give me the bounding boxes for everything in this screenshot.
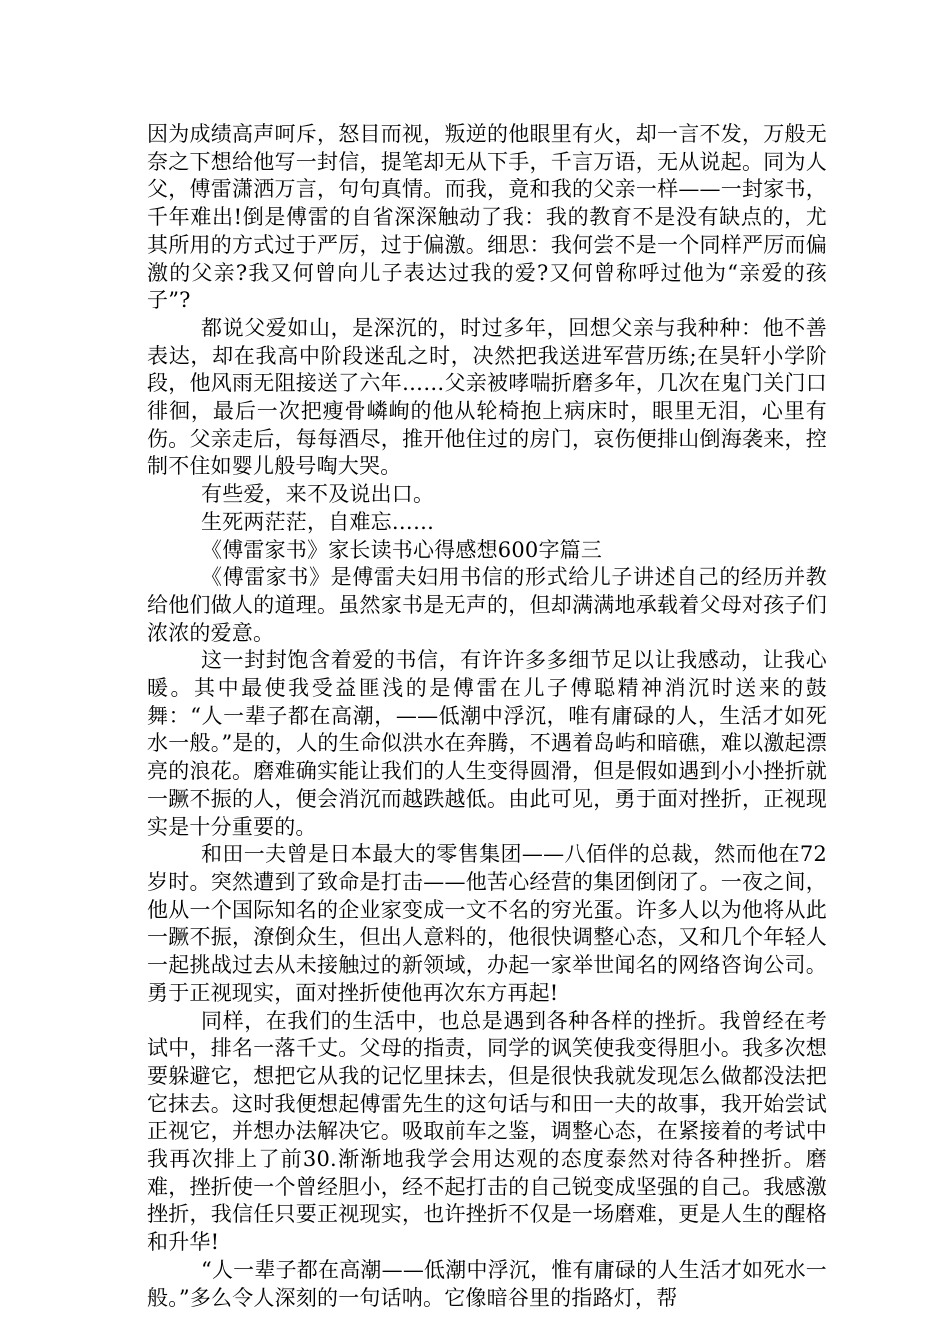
paragraph-6: 这一封封饱含着爱的书信，有许许多多细节足以让我感动，让我心暖。其中最使我受益匪浅的是傅雷在儿子傅聪精神消沉时送来的鼓舞：“人一辈子都在高潮，——低潮中浮沉，唯有庸碌的人，生活才如死水一般。”是的，人的生命似洪水在奔腾，不遇着岛屿和暗礁，难以激起漂亮的浪花。磨难确实能让我们的人生变得圆滑，但是假如遇到小小挫折就一蹶不振的人，便会消沉而越跌越低。由此可见，勇于面对挫折，正视现实是十分重要的。 xyxy=(147,648,827,839)
paragraph-8: 同样，在我们的生活中，也总是遇到各种各样的挫折。我曾经在考试中，排名一落千丈。父母的指责，同学的讽笑使我变得胆小。我多次想要躲避它，想把它从我的记忆里抹去，但是很快我就发现怎么做都没法把它抹去。这时我便想起傅雷先生的这句话与和田一夫的故事，我开始尝试正视它，并想办法解决它。吸取前车之鉴，调整心态，在紧接着的考试中我再次排上了前30.渐渐地我学会用达观的态度泰然对待各种挫折。磨难，挫折使一个曾经胆小，经不起打击的自己锐变成坚强的自己。我感激挫折，我信任只要正视现实，也许挫折不仅是一场磨难，更是人生的醒格和升华! xyxy=(147,1008,827,1255)
paragraph-1: 因为成绩高声呵斥，怒目而视，叛逆的他眼里有火，却一言不发，万般无奈之下想给他写一封信，提笔却无从下手，千言万语，无从说起。同为人父，傅雷潇洒万言，句句真情。而我，竟和我的父亲一样——一封家书，千年难出!倒是傅雷的自省深深触动了我：我的教育不是没有缺点的，尤其所用的方式过于严厉，过于偏激。细思：我何尝不是一个同样严厉而偏激的父亲?我又何曾向儿子表达过我的爱?又何曾称呼过他为“亲爱的孩子”? xyxy=(147,122,827,313)
section-heading: 《傅雷家书》家长读书心得感想600字篇三 xyxy=(201,537,603,562)
paragraph-9: “人一辈子都在高潮——低潮中浮沉，惟有庸碌的人生活才如死水一般。”多么令人深刻的一句话呐。它像暗谷里的指路灯，帮 xyxy=(147,1257,827,1310)
paragraph-5: 《傅雷家书》是傅雷夫妇用书信的形式给儿子讲述自己的经历并教给他们做人的道理。虽然家书是无声的，但却满满地承载着父母对孩子们浓浓的爱意。 xyxy=(147,565,827,645)
paragraph-2: 都说父爱如山，是深沉的，时过多年，回想父亲与我种种：他不善表达，却在我高中阶段迷乱之时，决然把我送进军营历练;在昊轩小学阶段，他风雨无阻接送了六年……父亲被哮喘折磨多年，几次在鬼门关门口徘徊，最后一次把瘦骨嶙峋的他从轮椅抱上病床时，眼里无泪，心里有伤。父亲走后，每每酒尽，推开他住过的房门，哀伤便排山倒海袭来，控制不住如婴儿般号啕大哭。 xyxy=(147,315,827,479)
body-text xyxy=(147,121,827,1312)
paragraph-4: 生死两茫茫，自难忘…… xyxy=(201,509,435,534)
paragraph-7: 和田一夫曾是日本最大的零售集团——八佰伴的总裁，然而他在72岁时。突然遭到了致命是打击——他苦心经营的集团倒闭了。一夜之间，他从一个国际知名的企业家变成一文不名的穷光蛋。许多人以为他将从此一蹶不振，潦倒众生，但出人意料的，他很快调整心态，又和几个年轻人一起挑战过去从未接触过的新领域，办起一家举世闻名的网络咨询公司。勇于正视现实，面对挫折使他再次东方再起! xyxy=(147,842,827,1005)
paragraph-3: 有些爱，来不及说出口。 xyxy=(201,482,435,507)
